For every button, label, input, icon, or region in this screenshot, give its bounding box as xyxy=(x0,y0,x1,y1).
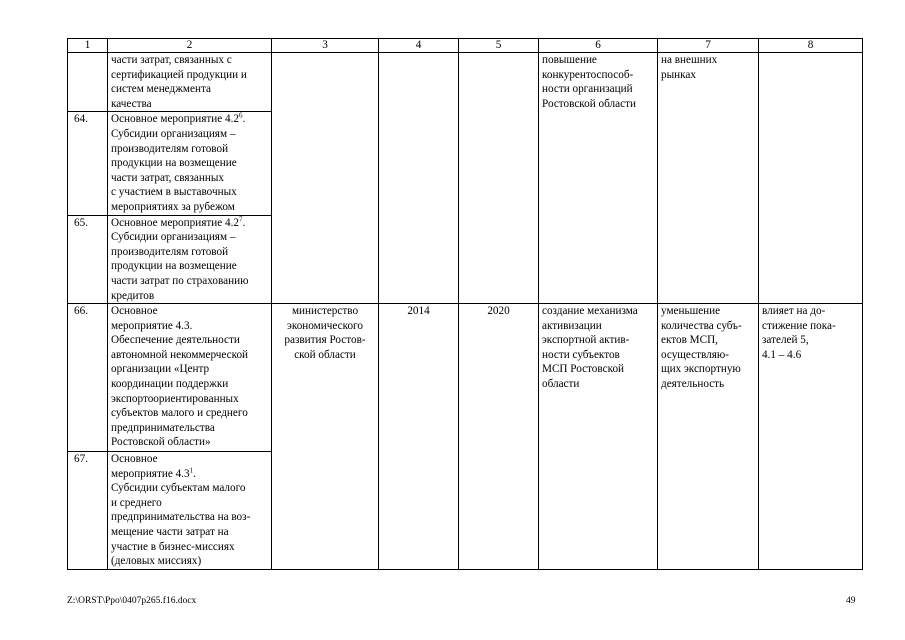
table-row-66 xyxy=(68,304,863,452)
table-row-continued xyxy=(68,53,863,112)
header-col-2: 2 xyxy=(108,39,272,53)
header-col-8: 8 xyxy=(759,39,863,53)
header-col-7: 7 xyxy=(658,39,759,53)
indicators: влияет на до- стижение пока- зателей 5, 4.1 – 4.6 xyxy=(759,304,863,570)
consequences: уменьшение количества субъ- ектов МСП, осуществляю- щих экспортную деятельность xyxy=(658,304,759,570)
row-number-empty xyxy=(68,53,108,112)
end-year: 2020 xyxy=(459,304,539,570)
header-col-3: 3 xyxy=(272,39,379,53)
responsible-executor-cell xyxy=(272,53,379,304)
consequences-cell: на внешних рынках xyxy=(658,53,759,304)
event-description: Основное мероприятие $4.2^6$. Субсидии организациям – производителям готовой продукции на возмещение части затрат, связанных с участием в выставочных мероприятиях за рубежом xyxy=(108,112,272,215)
event-description: Основное мероприятие 4.3. Обеспечение деятельности автономной некоммерческой организации «Центр координации поддержки экспортоориентированных субъектов малого и среднего предпринимательства Ростовской области» xyxy=(108,304,272,452)
header-col-4: 4 xyxy=(379,39,459,53)
row-number: 67. xyxy=(68,452,108,570)
row-number: 64. xyxy=(68,112,108,215)
expected-result-cell: повышение конкурентоспособ- ности организаций Ростовской области xyxy=(539,53,658,304)
expected-result: создание механизма активизации экспортной актив- ности субъектов МСП Ростовской области xyxy=(539,304,658,570)
indicators-cell xyxy=(759,53,863,304)
start-year: 2014 xyxy=(379,304,459,570)
responsible-executor: министерство экономического развития Ростов- ской области xyxy=(272,304,379,570)
page-number: 49 xyxy=(846,596,856,606)
row-number: 66. xyxy=(68,304,108,452)
header-col-6: 6 xyxy=(539,39,658,53)
event-description: Основное мероприятие $4.3^1$. Субсидии субъектам малого и среднего предпринимательства на воз- мещение части затрат на участие в бизнес-миссиях (деловых миссиях) xyxy=(108,452,272,570)
header-col-1: 1 xyxy=(68,39,108,53)
header-row xyxy=(68,39,863,53)
file-path: Z:\ORST\Ppo\0407p265.f16.docx xyxy=(67,596,197,606)
event-description: части затрат, связанных с сертификацией продукции и систем менеджмента качества xyxy=(108,53,272,112)
event-description: Основное мероприятие $4.2^7$. Субсидии организациям – производителям готовой продукции на возмещение части затрат по страхованию кредитов xyxy=(108,215,272,304)
start-year-cell xyxy=(379,53,459,304)
row-number: 65. xyxy=(68,215,108,304)
header-col-5: 5 xyxy=(459,39,539,53)
program-table xyxy=(67,38,863,570)
end-year-cell xyxy=(459,53,539,304)
